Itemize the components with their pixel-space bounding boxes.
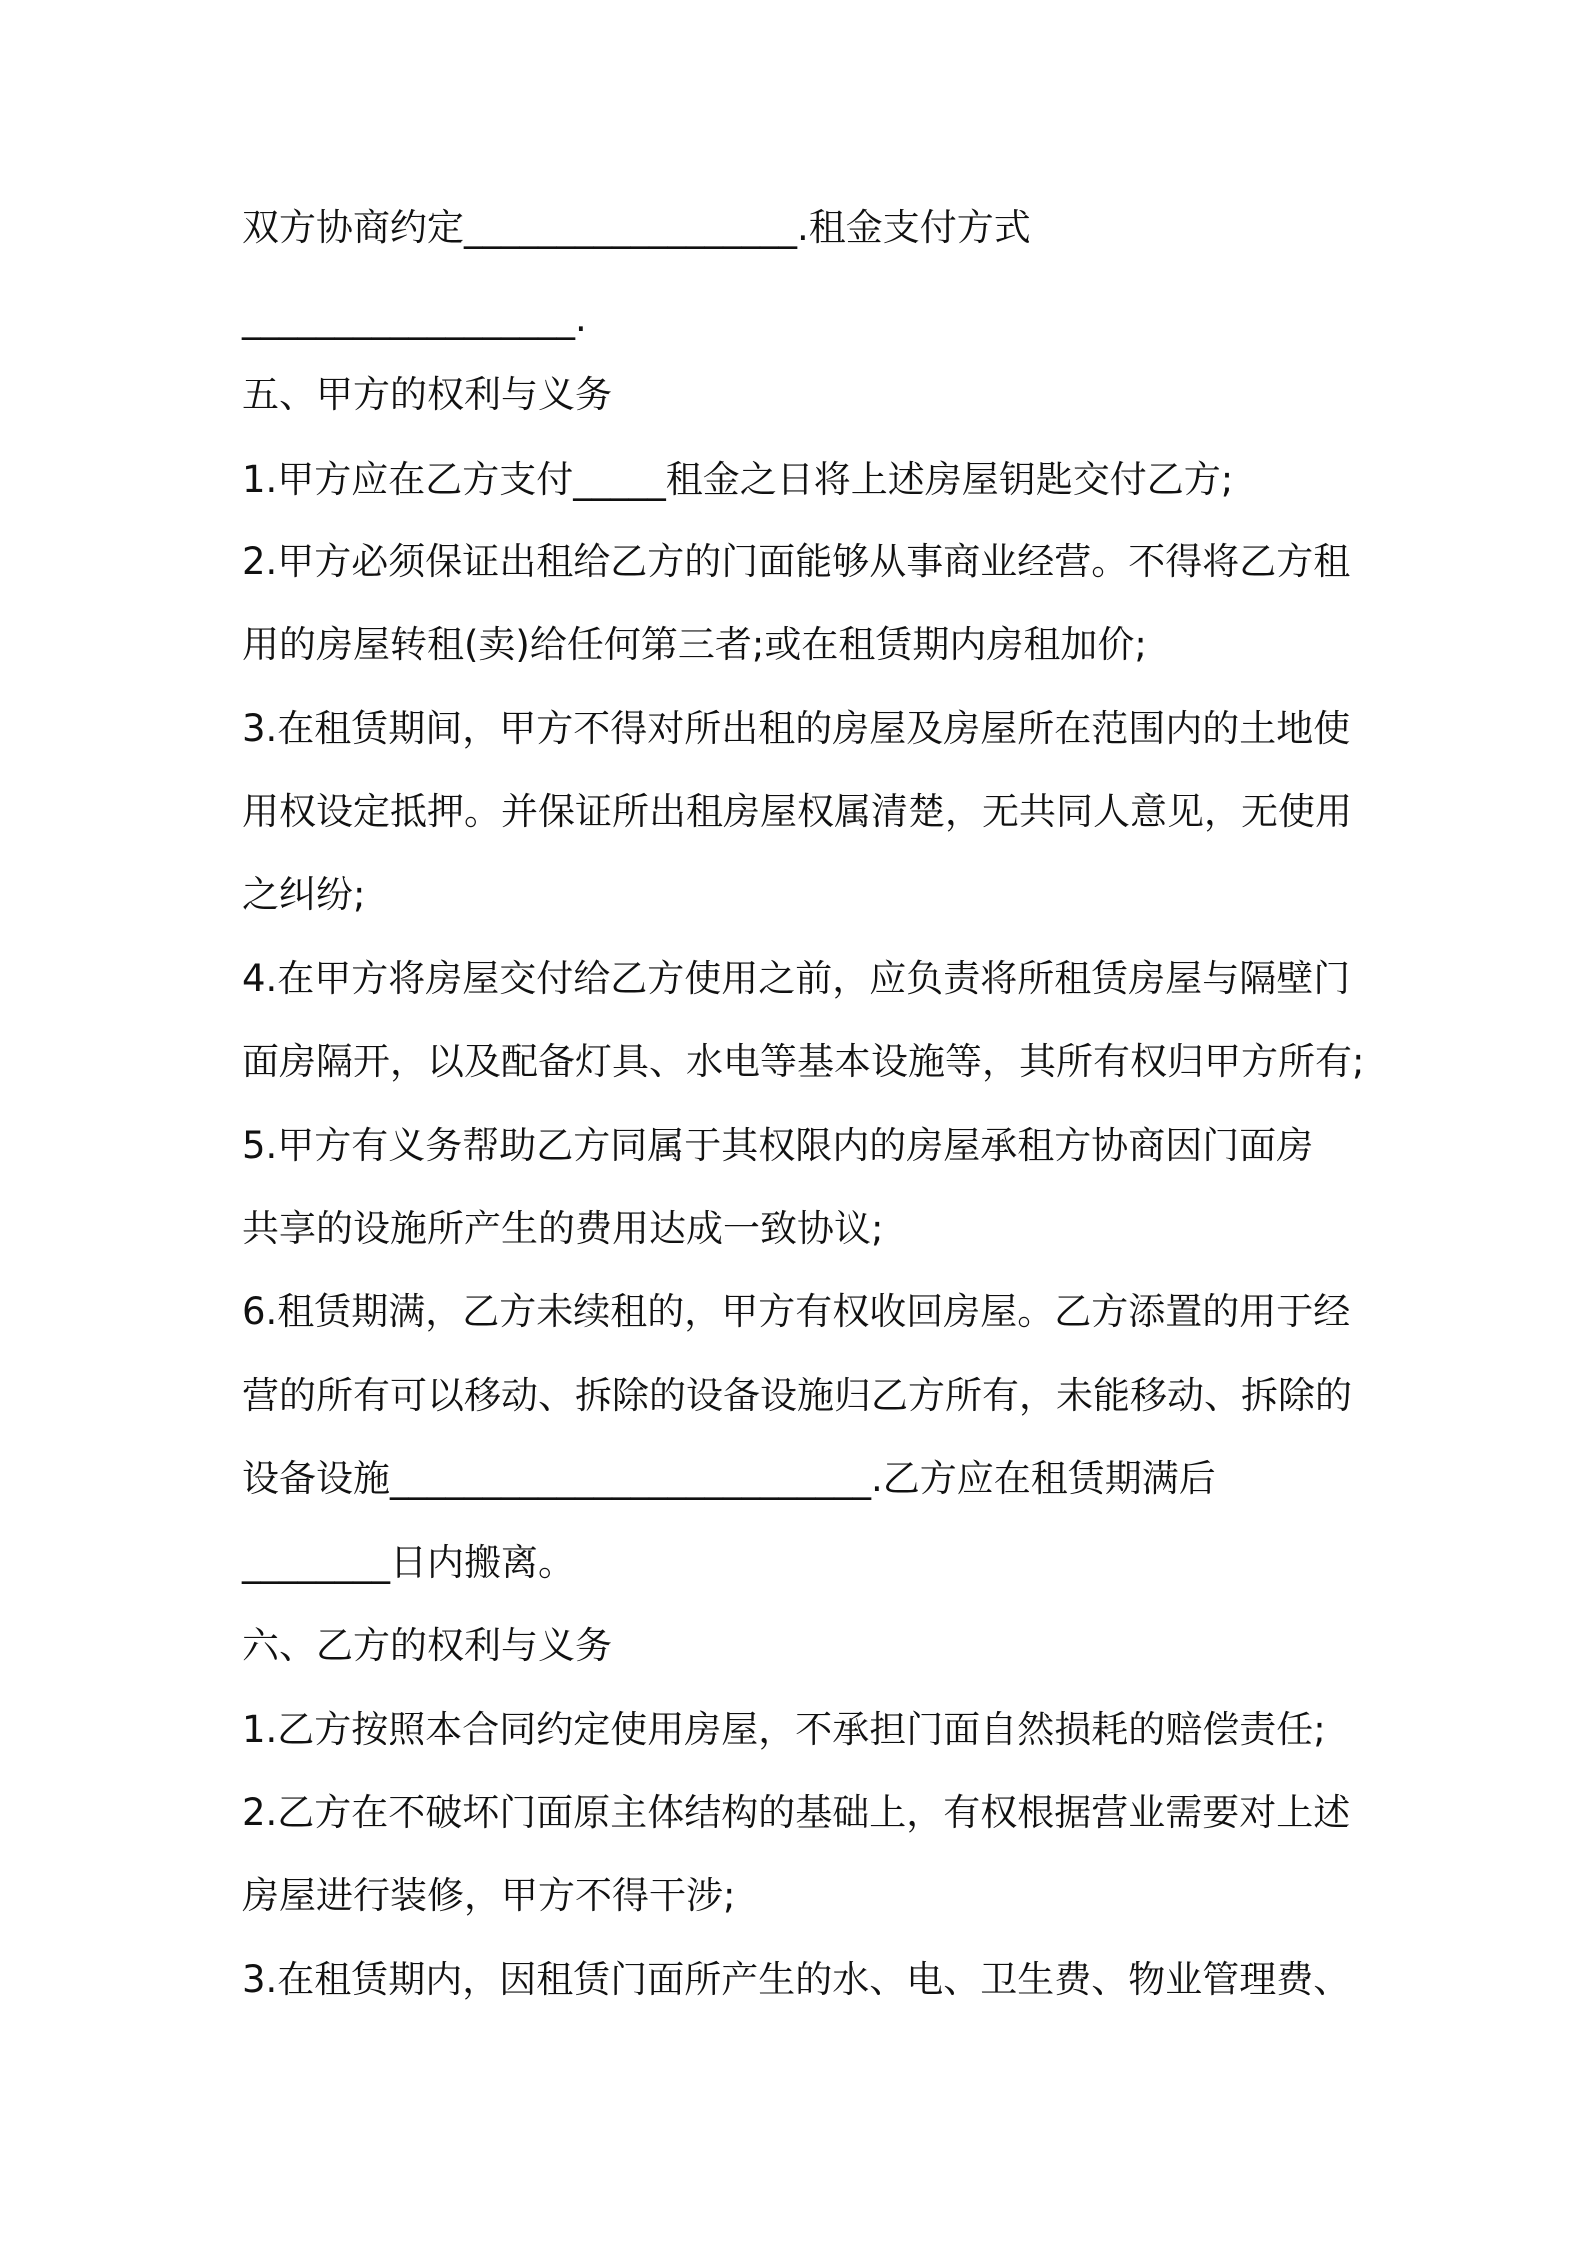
text-line-15: 营的所有可以移动、拆除的设备设施归乙方所有，未能移动、拆除的: [242, 1374, 1352, 1417]
text-line-22: 3.在租赁期内，因租赁门面所产生的水、电、卫生费、物业管理费、: [242, 1958, 1351, 2001]
text-line-1: 双方协商约定__________________.租金支付方式: [242, 206, 1031, 249]
text-line-14: 6.租赁期满，乙方未续租的，甲方有权收回房屋。乙方添置的用于经: [242, 1290, 1351, 1333]
text-line-16: 设备设施__________________________.乙方应在租赁期满后: [242, 1457, 1216, 1500]
text-line-13: 共享的设施所产生的费用达成一致协议;: [242, 1207, 884, 1250]
text-line-8: 用权设定抵押。并保证所出租房屋权属清楚，无共同人意见，无使用: [242, 790, 1352, 833]
text-line-19: 1.乙方按照本合同约定使用房屋，不承担门面自然损耗的赔偿责任;: [242, 1708, 1326, 1751]
text-line-4: 1.甲方应在乙方支付_____租金之日将上述房屋钥匙交付乙方;: [242, 458, 1234, 501]
text-line-11: 面房隔开，以及配备灯具、水电等基本设施等，其所有权归甲方所有;: [242, 1040, 1365, 1083]
text-line-9: 之纠纷;: [242, 873, 366, 916]
section-heading-5: 五、甲方的权利与义务: [242, 373, 612, 416]
text-line-5: 2.甲方必须保证出租给乙方的门面能够从事商业经营。不得将乙方租: [242, 540, 1351, 583]
text-line-7: 3.在租赁期间，甲方不得对所出租的房屋及房屋所在范围内的土地使: [242, 707, 1351, 750]
text-line-10: 4.在甲方将房屋交付给乙方使用之前，应负责将所租赁房屋与隔壁门: [242, 957, 1351, 1000]
text-line-6: 用的房屋转租(卖)给任何第三者;或在租赁期内房租加价;: [242, 623, 1147, 666]
text-line-17: ________日内搬离。: [242, 1541, 575, 1584]
text-line-12: 5.甲方有义务帮助乙方同属于其权限内的房屋承租方协商因门面房: [242, 1124, 1314, 1167]
text-line-2: __________________.: [242, 297, 587, 340]
section-heading-6: 六、乙方的权利与义务: [242, 1624, 612, 1667]
text-line-20: 2.乙方在不破坏门面原主体结构的基础上，有权根据营业需要对上述: [242, 1791, 1351, 1834]
text-line-21: 房屋进行装修，甲方不得干涉;: [242, 1874, 736, 1917]
